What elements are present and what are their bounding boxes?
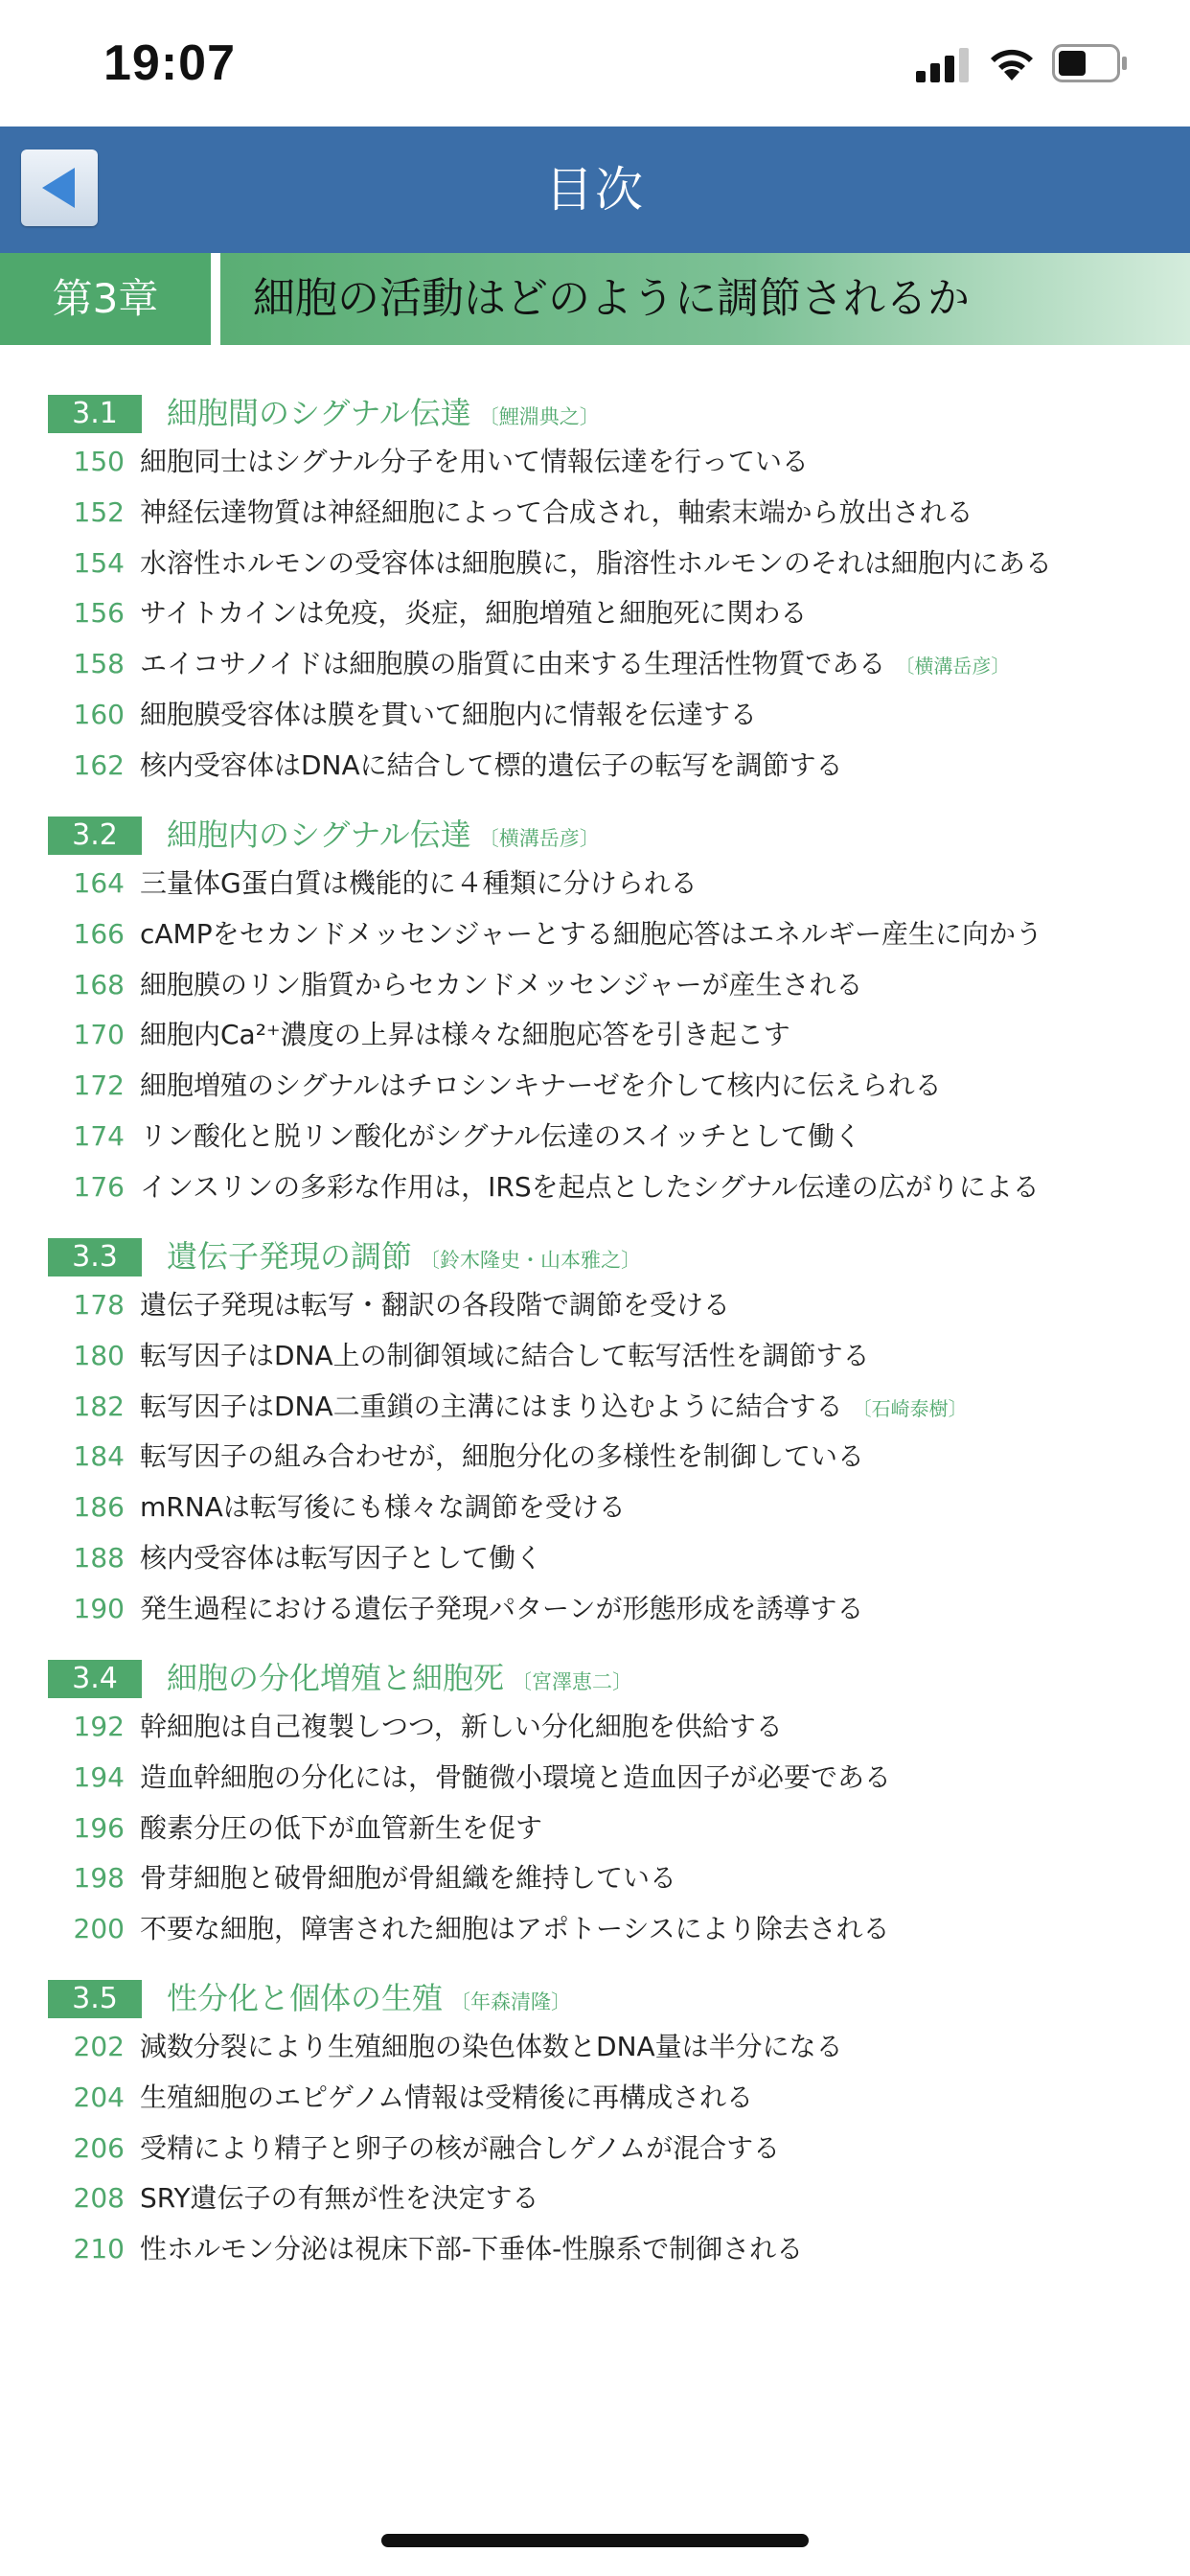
entry-title [140, 1590, 863, 1628]
section-title [167, 1974, 571, 2026]
chapter-title: 細胞の活動はどのように調節されるか [253, 274, 970, 323]
entry-page-number: 204 [73, 2081, 125, 2113]
entry-title [140, 2129, 780, 2168]
entry-page-number: 168 [73, 968, 125, 1000]
entry-title-text: 性ホルモン分泌は視床下部-下垂体-性腺系で制御される [140, 2233, 804, 2266]
nav-bar [0, 126, 1190, 253]
chapter-header [0, 253, 1190, 345]
entry-page-number: 188 [73, 1542, 125, 1574]
back-arrow-icon [40, 166, 79, 210]
entry-author: 〔石崎泰樹〕 [852, 1396, 968, 1420]
status-time: 19:07 [103, 35, 236, 91]
entry-title-text: 発生過程における遺伝子発現パターンが形態形成を誘導する [140, 1592, 864, 1624]
section-title [167, 389, 600, 441]
entry-title [140, 594, 807, 632]
entry-title [140, 1488, 626, 1527]
section-author: 〔鈴木隆史・山本雅之〕 [420, 1249, 642, 1272]
entry-title [140, 1016, 790, 1054]
entry-page-number: 160 [73, 699, 125, 730]
entry-title-text: 神経伝達物質は神経細胞によって合成され，軸索末端から放出される [140, 495, 973, 528]
entry-page-number: 164 [73, 867, 125, 899]
entry-page-number: 210 [73, 2233, 125, 2266]
entry-title-text: 細胞膜のリン脂質からセカンドメッセンジャーが産生される [140, 968, 863, 1000]
entry-page-number: 150 [73, 446, 125, 477]
chapter-number: 第3章 [0, 253, 211, 345]
entry-title-text: 核内受容体は転写因子として働く [140, 1542, 543, 1574]
battery-icon [1052, 44, 1129, 82]
entry-title [140, 2179, 539, 2218]
entry-page-number: 180 [73, 1339, 125, 1371]
entry-page-number: 198 [73, 1862, 125, 1895]
entry-page-number: 206 [73, 2131, 125, 2164]
entry-page-number: 154 [73, 546, 125, 579]
entry-page-number: 158 [73, 648, 125, 680]
entry-title-text: 受精により精子と卵子の核が融合しゲノムが混合する [140, 2131, 781, 2164]
entry-title [140, 1337, 870, 1375]
section-author: 〔宮澤恵二〕 [512, 1670, 633, 1693]
entry-title [140, 494, 973, 532]
entry-title-text: 酸素分圧の低下が血管新生を促す [140, 1811, 543, 1844]
entry-title [140, 1859, 676, 1898]
section-title-text: 細胞内のシグナル伝達 [167, 816, 471, 853]
entry-title-text: 幹細胞は自己複製しつつ，新しい分化細胞を供給する [140, 1711, 783, 1742]
entry-title [140, 1286, 730, 1324]
entry-title [140, 1117, 861, 1156]
entry-page-number: 194 [73, 1760, 125, 1793]
entry-page-number: 186 [73, 1491, 125, 1524]
entry-title-text: 細胞同士はシグナル分子を用いて情報伝達を行っている [140, 446, 810, 477]
entry-title-text: 転写因子はDNA二重鎖の主溝にはまり込むように結合する [140, 1390, 843, 1422]
entry-page-number: 202 [73, 2031, 125, 2062]
section-author: 〔鯉淵典之〕 [478, 405, 600, 428]
entry-title [140, 2028, 843, 2066]
section-number: 3.5 [48, 1980, 142, 2018]
entry-page-number: 156 [73, 597, 125, 630]
entry-title-text: 三量体G蛋白質は機能的に４種類に分けられる [140, 867, 698, 899]
entry-page-number: 172 [73, 1070, 125, 1102]
entry-title [140, 1388, 968, 1428]
entry-title-text: 生殖細胞のエピゲノム情報は受精後に再構成される [140, 2081, 754, 2113]
home-indicator[interactable] [381, 2534, 809, 2547]
entry-page-number: 174 [73, 1120, 125, 1152]
entry-page-number: 200 [73, 1913, 125, 1945]
entry-title [140, 443, 809, 481]
entry-page-number: 190 [73, 1592, 125, 1624]
entry-title-text: 細胞膜受容体は膜を貫いて細胞内に情報を伝達する [140, 699, 758, 730]
section-title [167, 1232, 641, 1284]
entry-title-text: 水溶性ホルモンの受容体は細胞膜に，脂溶性ホルモンのそれは細胞内にある [140, 546, 1053, 579]
entry-title [140, 1067, 942, 1105]
entry-page-number: 184 [73, 1440, 125, 1473]
entry-title [140, 696, 757, 734]
entry-title-text: エイコサノイドは細胞膜の脂質に由来する生理活性物質である [140, 648, 886, 680]
section-title [167, 811, 600, 862]
entry-page-number: 176 [73, 1170, 125, 1203]
entry-title [140, 1539, 542, 1577]
entry-title [140, 864, 698, 903]
entry-title [140, 1910, 890, 1948]
entry-title [140, 1809, 542, 1848]
entry-title [140, 1708, 783, 1746]
section-author: 〔横溝岳彦〕 [478, 827, 600, 850]
entry-page-number: 162 [73, 748, 125, 781]
entry-title [140, 544, 1052, 583]
entry-title [140, 2079, 753, 2117]
section-number: 3.1 [48, 395, 142, 433]
entry-title-text: 転写因子はDNA上の制御領域に結合して転写活性を調節する [140, 1339, 870, 1371]
status-bar [0, 0, 1190, 126]
entry-title [140, 747, 843, 785]
entry-page-number: 208 [73, 2182, 125, 2215]
entry-title-text: インスリンの多彩な作用は，IRSを起点としたシグナル伝達の広がりによる [140, 1170, 1040, 1203]
entry-title-text: 造血幹細胞の分化には，骨髄微小環境と造血因子が必要である [140, 1760, 892, 1793]
entry-title-text: mRNAは転写後にも様々な調節を受ける [140, 1491, 626, 1524]
nav-title: 目次 [545, 162, 645, 218]
entry-title-text: cAMPをセカンドメッセンジャーとする細胞応答はエネルギー産生に向かう [140, 917, 1043, 950]
section-number: 3.4 [48, 1660, 142, 1698]
entry-title-text: 核内受容体はDNAに結合して標的遺伝子の転写を調節する [140, 748, 843, 781]
entry-title [140, 1759, 891, 1797]
entry-title-text: 細胞内Ca²⁺濃度の上昇は様々な細胞応答を引き起こす [140, 1019, 790, 1051]
entry-title [140, 1168, 1040, 1207]
back-button[interactable] [21, 150, 98, 226]
entry-title-text: 骨芽細胞と破骨細胞が骨組織を維持している [140, 1862, 677, 1895]
entry-page-number: 182 [73, 1390, 125, 1422]
section-title-text: 細胞間のシグナル伝達 [167, 395, 471, 431]
section-title [167, 1654, 632, 1706]
wifi-icon [987, 44, 1037, 82]
entry-title-text: SRY遺伝子の有無が性を決定する [140, 2182, 539, 2215]
entry-title-text: 細胞増殖のシグナルはチロシンキナーゼを介して核内に伝えられる [140, 1070, 942, 1102]
entry-title-text: 遺伝子発現は転写・翻訳の各段階で調節を受ける [140, 1289, 731, 1321]
entry-page-number: 192 [73, 1711, 125, 1742]
cellular-signal-icon [916, 48, 970, 82]
entry-title-text: 転写因子の組み合わせが，細胞分化の多様性を制御している [140, 1440, 865, 1473]
section-title-text: 性分化と個体の生殖 [167, 1980, 444, 2016]
entry-page-number: 170 [73, 1019, 125, 1051]
entry-title-text: 減数分裂により生殖細胞の染色体数とDNA量は半分になる [140, 2031, 843, 2062]
entry-title [140, 2230, 803, 2268]
section-number: 3.2 [48, 816, 142, 855]
entry-title [140, 966, 862, 1004]
entry-title-text: 不要な細胞，障害された細胞はアポトーシスにより除去される [140, 1913, 890, 1945]
section-title-text: 遺伝子発現の調節 [167, 1238, 413, 1275]
entry-author: 〔横溝岳彦〕 [895, 655, 1011, 678]
entry-title-text: リン酸化と脱リン酸化がシグナル伝達のスイッチとして働く [140, 1120, 861, 1152]
entry-title-text: サイトカインは免疫，炎症，細胞増殖と細胞死に関わる [140, 597, 808, 630]
entry-page-number: 152 [73, 495, 125, 528]
section-number: 3.3 [48, 1238, 142, 1276]
entry-page-number: 178 [73, 1289, 125, 1321]
entry-title [140, 915, 1042, 954]
entry-title [140, 1438, 864, 1476]
entry-page-number: 166 [73, 917, 125, 950]
entry-page-number: 196 [73, 1811, 125, 1844]
section-title-text: 細胞の分化増殖と細胞死 [167, 1660, 505, 1696]
entry-title [140, 645, 1010, 685]
section-author: 〔年森清隆〕 [450, 1990, 572, 2013]
